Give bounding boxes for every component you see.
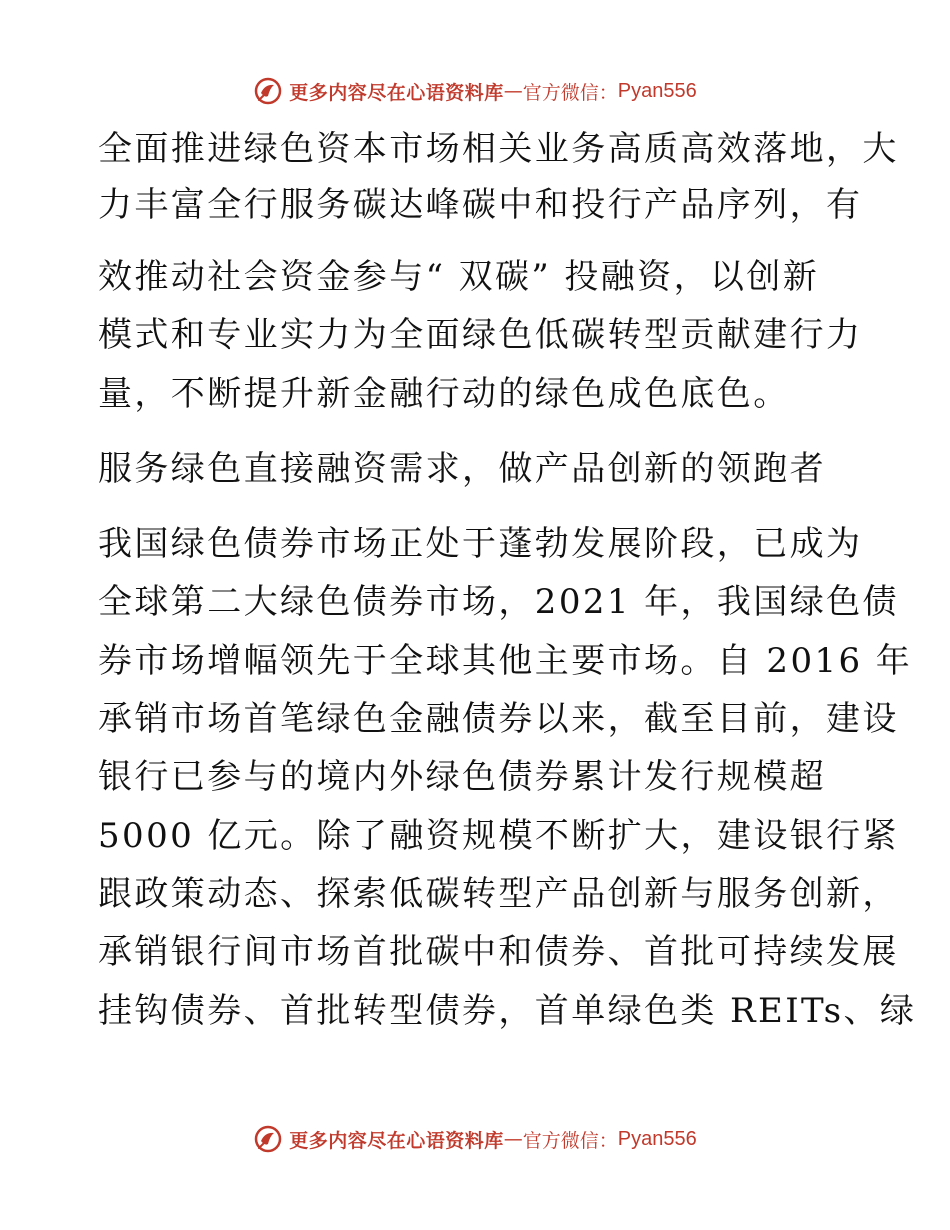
banner-separator: — — [503, 80, 523, 102]
text-line: 效推动社会资金参与“ 双碳” 投融资，以创新 — [98, 257, 820, 297]
banner-brand-text: 更多内容尽在心语资料库 — [289, 1129, 504, 1152]
header-banner — [0, 73, 950, 109]
text-line: 银行已参与的境内外绿色债券累计发行规模超 — [98, 757, 826, 797]
text-line: 量，不断提升新金融行动的绿色成色底色。 — [98, 374, 790, 414]
banner-separator: — — [503, 1128, 523, 1150]
text-line: 全面推进绿色资本市场相关业务高质高效落地，大 — [98, 129, 899, 169]
banner-official-label: 官方微信： — [522, 81, 618, 104]
text-line: 承销市场首笔绿色金融债券以来，截至目前，建设 — [98, 699, 899, 739]
text-line: 承销银行间市场首批碳中和债券、首批可持续发展 — [98, 932, 899, 972]
text-line: 券市场增幅领先于全球其他主要市场。自 2016 年 — [98, 641, 913, 681]
text-line: 我国绿色债券市场正处于蓬勃发展阶段，已成为 — [98, 524, 863, 564]
brand-logo-icon — [253, 1124, 283, 1154]
banner-official-label: 官方微信： — [522, 1129, 618, 1152]
text-line: 模式和专业实力为全面绿色低碳转型贡献建行力 — [98, 315, 863, 355]
text-line: 服务绿色直接融资需求，做产品创新的领跑者 — [98, 449, 826, 489]
banner-wechat-id: Pyan556 — [617, 1127, 697, 1150]
banner-brand-text: 更多内容尽在心语资料库 — [289, 81, 504, 104]
banner-wechat-id: Pyan556 — [617, 79, 697, 102]
footer-banner — [0, 1121, 950, 1157]
brand-logo-icon — [253, 76, 283, 106]
text-line: 5000 亿元。除了融资规模不断扩大，建设银行紧 — [98, 816, 899, 856]
text-line: 挂钩债券、首批转型债券，首单绿色类 REITs、绿 — [98, 991, 917, 1031]
text-line: 全球第二大绿色债券市场，2021 年，我国绿色债 — [98, 582, 899, 622]
text-line: 跟政策动态、探索低碳转型产品创新与服务创新， — [98, 874, 899, 914]
text-line: 力丰富全行服务碳达峰碳中和投行产品序列，有 — [98, 185, 863, 225]
